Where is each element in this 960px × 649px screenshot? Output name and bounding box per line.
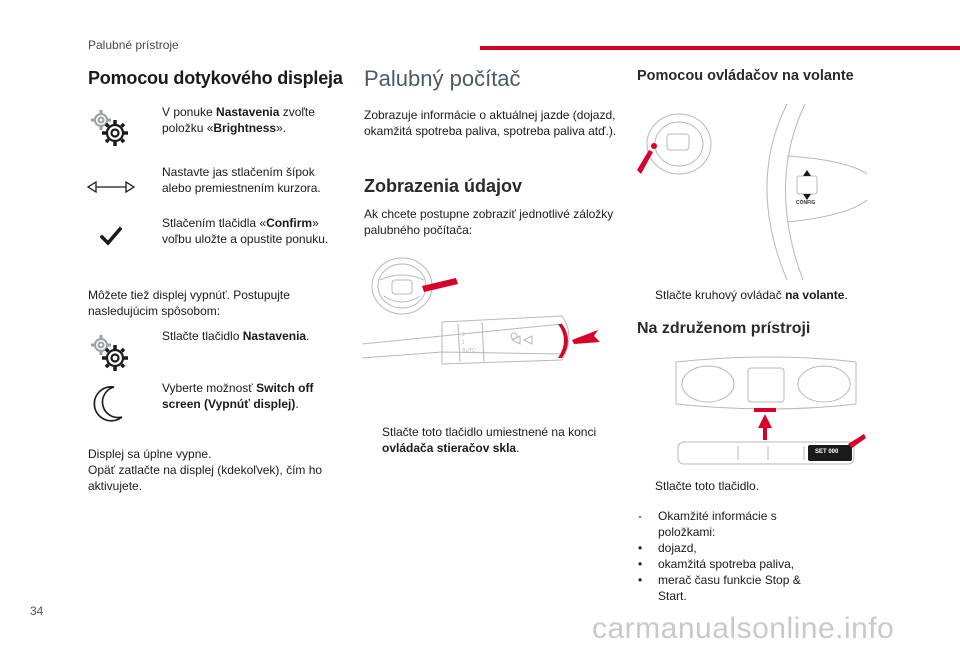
step-select-brightness: V ponuke Nastavenia zvoľte položku «Brightness». <box>162 105 315 135</box>
page-number: 34 <box>30 604 44 618</box>
col2-title: Palubný počítač <box>364 66 521 91</box>
step-adjust-brightness: Nastavte jas stlačením šípok alebo premiestnením kurzora. <box>162 165 321 195</box>
wiper-stalk-illustration <box>362 312 602 372</box>
svg-text:1: 1 <box>462 340 465 346</box>
para-turn-off: Môžete tiež displej vypnúť. Postupujte nasledujúcim spôsobom: <box>88 288 290 318</box>
col2-subtitle: Zobrazenia údajov <box>364 176 523 196</box>
instrument-panel-illustration <box>672 356 868 468</box>
step-press-set-button: Stlačte toto tlačidlo. <box>655 479 760 493</box>
moon-icon <box>92 384 126 424</box>
step-press-wheel-control: Stlačte kruhový ovládač na volante. <box>655 288 848 302</box>
list-item: • merač času funkcie Stop & Start. <box>638 573 801 603</box>
col1-title: Pomocou dotykového displeja <box>88 68 343 88</box>
list-intro: - Okamžité informácie s položkami: <box>638 509 777 539</box>
header-rule <box>480 46 960 50</box>
col3-title1: Pomocou ovládačov na volante <box>637 68 854 84</box>
col2-para: Ak chcete postupne zobraziť jednotlivé záložky palubného počítača: <box>364 207 614 237</box>
watermark: carmanualsonline.info <box>592 612 895 645</box>
col3-title2: Na združenom prístroji <box>637 320 811 337</box>
config-label: CONFIG <box>796 200 816 206</box>
svg-text:AUTO: AUTO <box>462 348 476 354</box>
list-item: • okamžitá spotreba paliva, <box>638 557 795 571</box>
gear-icon <box>88 333 130 373</box>
col2-intro: Zobrazuje informácie o aktuálnej jazde (dojazd, okamžitá spotreba paliva, spotreba paliva atď.). <box>364 108 617 138</box>
set-button-label: SET 000 <box>815 449 839 455</box>
list-item: • dojazd, <box>638 541 697 555</box>
step-press-wiper-button: Stlačte toto tlačidlo umiestnené na konci ovládača stieračov skla. <box>382 425 597 455</box>
step-confirm: Stlačením tlačidla «Confirm» voľbu uložte a opustite ponuku. <box>162 216 329 246</box>
steering-wheel-controls-illustration <box>637 104 867 280</box>
arrows-icon <box>86 180 136 194</box>
section-label: Palubné prístroje <box>88 38 179 52</box>
para-screen-off: Displej sa úplne vypne. Opäť zatlačte na displej (kdekoľvek), čím ho aktivujete. <box>88 447 323 493</box>
step-press-settings: Stlačte tlačidlo Nastavenia. <box>162 329 310 343</box>
gear-icon <box>88 108 130 148</box>
checkmark-icon <box>100 226 122 246</box>
step-switch-off-screen: Vyberte možnosť Switch off screen (Vypnúť displej). <box>162 381 314 411</box>
svg-text:2: 2 <box>462 332 465 338</box>
